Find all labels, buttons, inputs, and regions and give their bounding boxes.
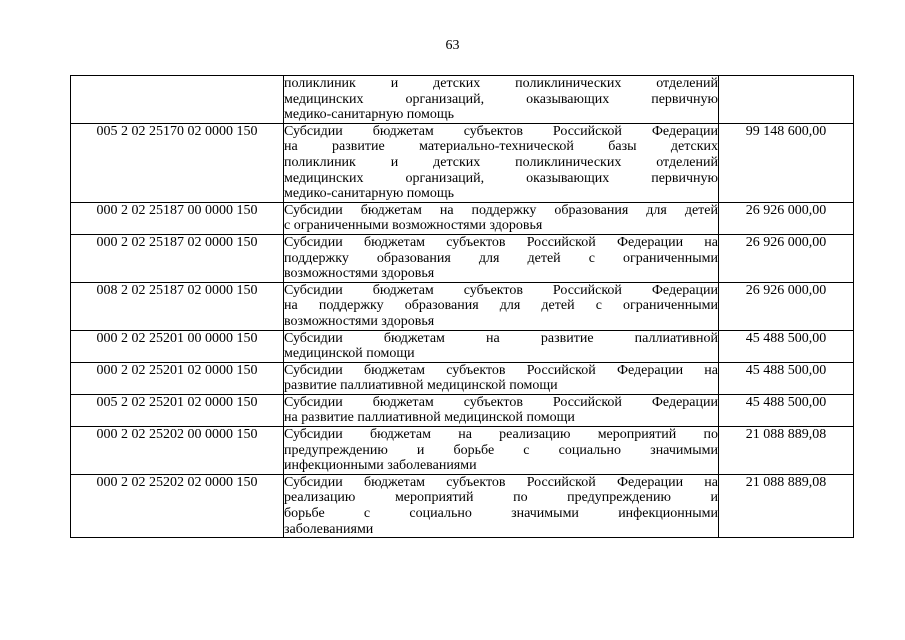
- revenue-name-line: Субсидии бюджетам субъектов Российской Федерации на: [284, 362, 718, 378]
- revenue-name-line: Субсидии бюджетам субъектов Российской Федерации на: [284, 234, 718, 250]
- page-number: 63: [445, 38, 460, 53]
- budget-code-cell: 000 2 02 25202 00 0000 150: [71, 427, 284, 475]
- revenue-name-line: Субсидии бюджетам субъектов Российской Федерации на: [284, 474, 718, 490]
- budget-revenue-table: [70, 75, 854, 538]
- table-row: [71, 282, 854, 330]
- revenue-name-line: медицинской помощи: [284, 346, 415, 362]
- revenue-name-line: Субсидии бюджетам субъектов Российской Федерации: [284, 394, 718, 410]
- amount-cell: 21 088 889,08: [719, 427, 854, 475]
- revenue-name-line: медицинских организаций, оказывающих первичную: [284, 170, 718, 186]
- budget-code-cell: 000 2 02 25201 02 0000 150: [71, 362, 284, 394]
- table-row: [71, 234, 854, 282]
- revenue-name-line: развитие паллиативной медицинской помощи: [284, 378, 558, 394]
- revenue-name-line: поликлиник и детских поликлинических отделений: [284, 154, 718, 170]
- table-row: [71, 76, 854, 124]
- budget-code-cell: [71, 76, 284, 124]
- revenue-name-line: Субсидии бюджетам на поддержку образования для детей: [284, 202, 718, 218]
- revenue-name-line: Субсидии бюджетам субъектов Российской Федерации: [284, 282, 718, 298]
- table-row: [71, 427, 854, 475]
- amount-cell: [719, 76, 854, 124]
- revenue-name-cell: [284, 123, 719, 202]
- table-row: [71, 330, 854, 362]
- revenue-name-line: борьбе с социально значимыми инфекционными: [284, 506, 718, 522]
- revenue-name-line: предупреждению и борьбе с социально значимыми: [284, 442, 718, 458]
- revenue-name-line: поддержку образования для детей с ограниченными: [284, 250, 718, 266]
- revenue-name-line: на развитие паллиативной медицинской помощи: [284, 410, 575, 426]
- revenue-name-cell: [284, 474, 719, 537]
- budget-code-cell: 005 2 02 25170 02 0000 150: [71, 123, 284, 202]
- amount-cell: 26 926 000,00: [719, 202, 854, 234]
- revenue-name-line: на развитие материально-технической базы детских: [284, 139, 718, 155]
- amount-cell: 21 088 889,08: [719, 474, 854, 537]
- revenue-name-line: возможностями здоровья: [284, 266, 435, 282]
- revenue-name-line: Субсидии бюджетам на реализацию мероприятий по: [284, 427, 718, 443]
- budget-code-cell: 000 2 02 25187 02 0000 150: [71, 234, 284, 282]
- amount-cell: 45 488 500,00: [719, 330, 854, 362]
- revenue-name-cell: [284, 202, 719, 234]
- budget-code-cell: 000 2 02 25201 00 0000 150: [71, 330, 284, 362]
- budget-code-cell: 008 2 02 25187 02 0000 150: [71, 282, 284, 330]
- revenue-name-line: возможностями здоровья: [284, 313, 435, 329]
- revenue-name-cell: [284, 76, 719, 124]
- table-row: [71, 202, 854, 234]
- revenue-name-line: реализацию мероприятий по предупреждению и: [284, 490, 718, 506]
- table-row: [71, 362, 854, 394]
- revenue-name-line: медико-санитарную помощь: [284, 186, 455, 202]
- revenue-name-cell: [284, 234, 719, 282]
- revenue-name-line: медико-санитарную помощь: [284, 107, 455, 123]
- table-body: [71, 76, 854, 538]
- revenue-name-line: Субсидии бюджетам субъектов Российской Федерации: [284, 123, 718, 139]
- revenue-name-cell: [284, 362, 719, 394]
- table-row: [71, 474, 854, 537]
- amount-cell: 26 926 000,00: [719, 234, 854, 282]
- budget-code-cell: 000 2 02 25187 00 0000 150: [71, 202, 284, 234]
- revenue-name-cell: [284, 330, 719, 362]
- revenue-name-line: заболеваниями: [284, 521, 374, 537]
- revenue-name-line: медицинских организаций, оказывающих первичную: [284, 91, 718, 107]
- revenue-name-line: с ограниченными возможностями здоровья: [284, 218, 543, 234]
- budget-code-cell: 000 2 02 25202 02 0000 150: [71, 474, 284, 537]
- amount-cell: 26 926 000,00: [719, 282, 854, 330]
- amount-cell: 99 148 600,00: [719, 123, 854, 202]
- revenue-name-line: на поддержку образования для детей с ограниченными: [284, 298, 718, 314]
- table-row: [71, 123, 854, 202]
- revenue-name-cell: [284, 394, 719, 426]
- amount-cell: 45 488 500,00: [719, 394, 854, 426]
- revenue-name-cell: [284, 282, 719, 330]
- amount-cell: 45 488 500,00: [719, 362, 854, 394]
- revenue-name-line: поликлиник и детских поликлинических отделений: [284, 76, 718, 91]
- revenue-name-cell: [284, 427, 719, 475]
- revenue-name-line: инфекционными заболеваниями: [284, 458, 477, 474]
- revenue-name-line: Субсидии бюджетам на развитие паллиативной: [284, 330, 718, 346]
- budget-code-cell: 005 2 02 25201 02 0000 150: [71, 394, 284, 426]
- table-row: [71, 394, 854, 426]
